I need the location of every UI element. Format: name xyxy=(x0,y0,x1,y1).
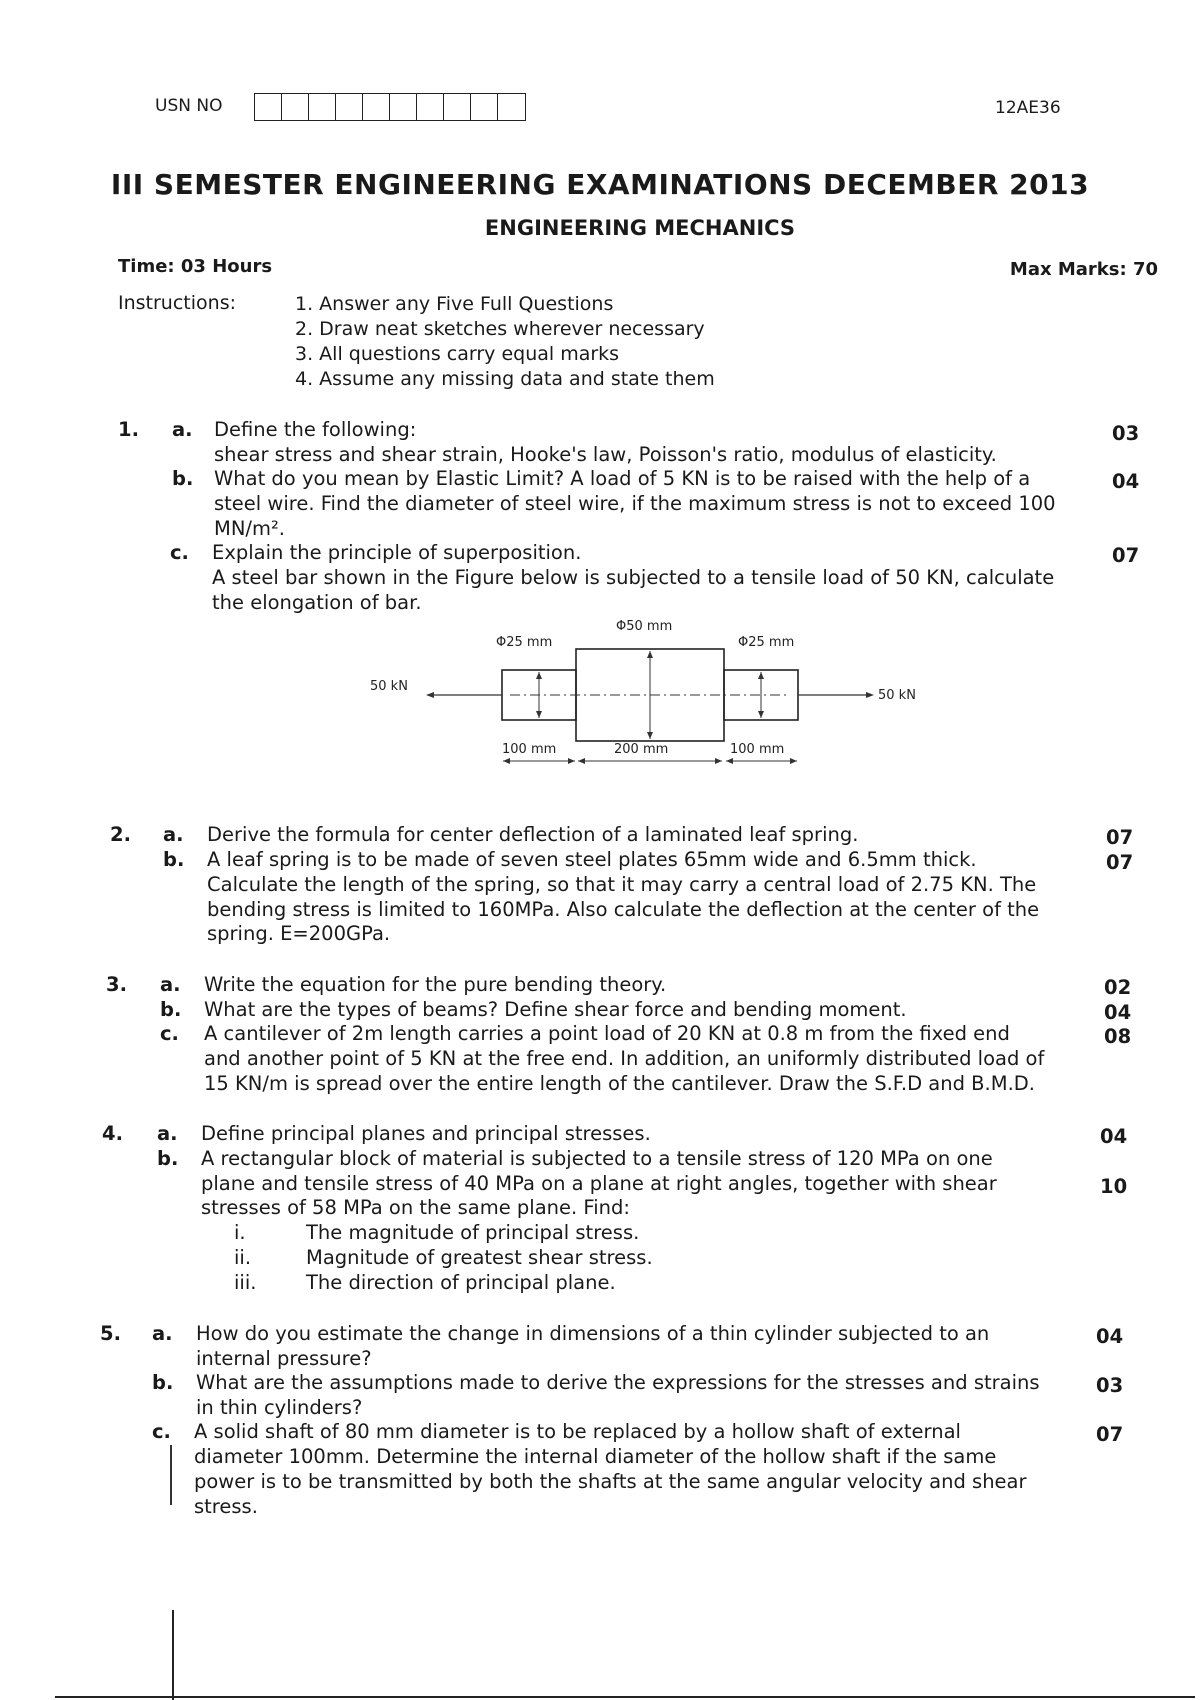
marks: 03 xyxy=(1112,422,1140,445)
marks: 03 xyxy=(1096,1374,1124,1397)
left-arrow-icon xyxy=(426,692,434,698)
sub-part-text: Magnitude of greatest shear stress. xyxy=(306,1246,653,1269)
marks: 10 xyxy=(1100,1175,1128,1198)
question-text: in thin cylinders? xyxy=(196,1396,363,1419)
question-text: Calculate the length of the spring, so that it may carry a central load of 2.75 KN. The xyxy=(207,873,1037,896)
part-label: b. xyxy=(172,467,194,490)
question-text: plane and tensile stress of 40 MPa on a plane at right angles, together with shear xyxy=(201,1172,997,1195)
marks: 07 xyxy=(1106,826,1134,849)
sub-part-text: The magnitude of principal stress. xyxy=(306,1221,640,1244)
question-text: 15 KN/m is spread over the entire length of the cantilever. Draw the S.F.D and B.M.D. xyxy=(204,1072,1035,1095)
marks: 04 xyxy=(1104,1001,1132,1024)
part-label: a. xyxy=(172,418,193,441)
question-text: Derive the formula for center deflection of a laminated leaf spring. xyxy=(207,823,859,846)
margin-tick xyxy=(170,1445,172,1505)
usn-box xyxy=(498,94,525,120)
length-label-middle: 200 mm xyxy=(614,742,669,757)
question-text: Write the equation for the pure bending theory. xyxy=(204,973,667,996)
usn-box xyxy=(309,94,336,120)
bottom-rule xyxy=(55,1696,1195,1698)
question-text: shear stress and shear strain, Hooke's law, Poisson's ratio, modulus of elasticity. xyxy=(214,443,997,466)
length-label-left: 100 mm xyxy=(502,742,557,757)
question-text: How do you estimate the change in dimensions of a thin cylinder subjected to an xyxy=(196,1322,990,1345)
question-text: diameter 100mm. Determine the internal diameter of the hollow shaft if the same xyxy=(194,1445,997,1468)
marks: 08 xyxy=(1104,1025,1132,1048)
usn-label: USN NO xyxy=(155,96,223,116)
stepped-bar-figure xyxy=(360,615,940,775)
paper-code: 12AE36 xyxy=(995,98,1061,118)
part-label: a. xyxy=(152,1322,173,1345)
marks: 07 xyxy=(1106,851,1134,874)
question-text: A leaf spring is to be made of seven steel plates 65mm wide and 6.5mm thick. xyxy=(207,848,977,871)
instructions-label: Instructions: xyxy=(118,292,236,314)
question-text: MN/m². xyxy=(214,517,285,540)
question-text: A rectangular block of material is subjected to a tensile stress of 120 MPa on one xyxy=(201,1147,993,1170)
instruction-item: 4. Assume any missing data and state them xyxy=(295,368,715,390)
instruction-item: 2. Draw neat sketches wherever necessary xyxy=(295,318,705,340)
question-text: What do you mean by Elastic Limit? A load of 5 KN is to be raised with the help of a xyxy=(214,467,1031,490)
question-text: bending stress is limited to 160MPa. Also calculate the deflection at the center of the xyxy=(207,898,1040,921)
part-label: a. xyxy=(163,823,184,846)
instruction-item: 1. Answer any Five Full Questions xyxy=(295,293,614,315)
part-label: c. xyxy=(152,1420,171,1443)
usn-box xyxy=(282,94,309,120)
question-text: A cantilever of 2m length carries a point load of 20 KN at 0.8 m from the fixed end xyxy=(204,1022,1010,1045)
part-label: b. xyxy=(157,1147,179,1170)
usn-box xyxy=(444,94,471,120)
margin-line xyxy=(172,1610,174,1700)
usn-input-boxes xyxy=(254,93,526,121)
question-text: stress. xyxy=(194,1495,258,1518)
part-label: c. xyxy=(170,541,189,564)
question-number: 5. xyxy=(100,1322,121,1345)
diameter-label-left: Φ25 mm xyxy=(496,635,553,650)
instructions-list xyxy=(295,292,715,392)
marks: 04 xyxy=(1100,1125,1128,1148)
max-marks: Max Marks: 70 xyxy=(1009,259,1158,280)
load-label-right: 50 kN xyxy=(878,688,916,703)
subject-title: ENGINEERING MECHANICS xyxy=(484,216,796,240)
usn-box xyxy=(417,94,444,120)
question-text: the elongation of bar. xyxy=(212,591,422,614)
sub-part-label: ii. xyxy=(234,1246,252,1269)
question-text: Define the following: xyxy=(214,418,417,441)
marks: 04 xyxy=(1096,1325,1124,1348)
part-label: b. xyxy=(152,1371,174,1394)
sub-part-label: i. xyxy=(234,1221,246,1244)
question-text: internal pressure? xyxy=(196,1347,372,1370)
question-text: Explain the principle of superposition. xyxy=(212,541,582,564)
marks: 02 xyxy=(1104,976,1132,999)
part-label: b. xyxy=(163,848,185,871)
part-label: a. xyxy=(157,1122,178,1145)
usn-box xyxy=(255,94,282,120)
question-number: 3. xyxy=(106,973,127,996)
marks: 07 xyxy=(1112,544,1140,567)
diameter-label-right: Φ25 mm xyxy=(738,635,795,650)
exam-duration: Time: 03 Hours xyxy=(118,256,273,277)
part-label: b. xyxy=(160,998,182,1021)
usn-box xyxy=(471,94,498,120)
diameter-label-middle: Φ50 mm xyxy=(616,619,673,634)
usn-box xyxy=(363,94,390,120)
question-number: 2. xyxy=(110,823,131,846)
question-text: stresses of 58 MPa on the same plane. Find: xyxy=(201,1196,630,1219)
part-label: c. xyxy=(160,1022,179,1045)
question-text: spring. E=200GPa. xyxy=(207,922,391,945)
question-text: A steel bar shown in the Figure below is subjected to a tensile load of 50 KN, calculate xyxy=(212,566,1055,589)
question-text: and another point of 5 KN at the free end. In addition, an uniformly distributed load of xyxy=(204,1047,1045,1070)
right-arrow-icon xyxy=(866,692,874,698)
question-number: 4. xyxy=(102,1122,123,1145)
question-text: What are the assumptions made to derive the expressions for the stresses and strains xyxy=(196,1371,1040,1394)
instruction-item: 3. All questions carry equal marks xyxy=(295,343,620,365)
sub-part-text: The direction of principal plane. xyxy=(306,1271,616,1294)
exam-title: III SEMESTER ENGINEERING EXAMINATIONS DECEMBER 2013 xyxy=(110,168,1090,201)
question-text: What are the types of beams? Define shear force and bending moment. xyxy=(204,998,907,1021)
question-text: Define principal planes and principal stresses. xyxy=(201,1122,651,1145)
sub-part-label: iii. xyxy=(234,1271,257,1294)
usn-box xyxy=(390,94,417,120)
length-label-right: 100 mm xyxy=(730,742,785,757)
question-text: A solid shaft of 80 mm diameter is to be replaced by a hollow shaft of external xyxy=(194,1420,961,1443)
usn-box xyxy=(336,94,363,120)
question-text: power is to be transmitted by both the shafts at the same angular velocity and shear xyxy=(194,1470,1027,1493)
marks: 07 xyxy=(1096,1423,1124,1446)
question-text: steel wire. Find the diameter of steel wire, if the maximum stress is not to exceed 100 xyxy=(214,492,1056,515)
question-number: 1. xyxy=(118,418,139,441)
marks: 04 xyxy=(1112,470,1140,493)
part-label: a. xyxy=(160,973,181,996)
load-label-left: 50 kN xyxy=(370,679,408,694)
